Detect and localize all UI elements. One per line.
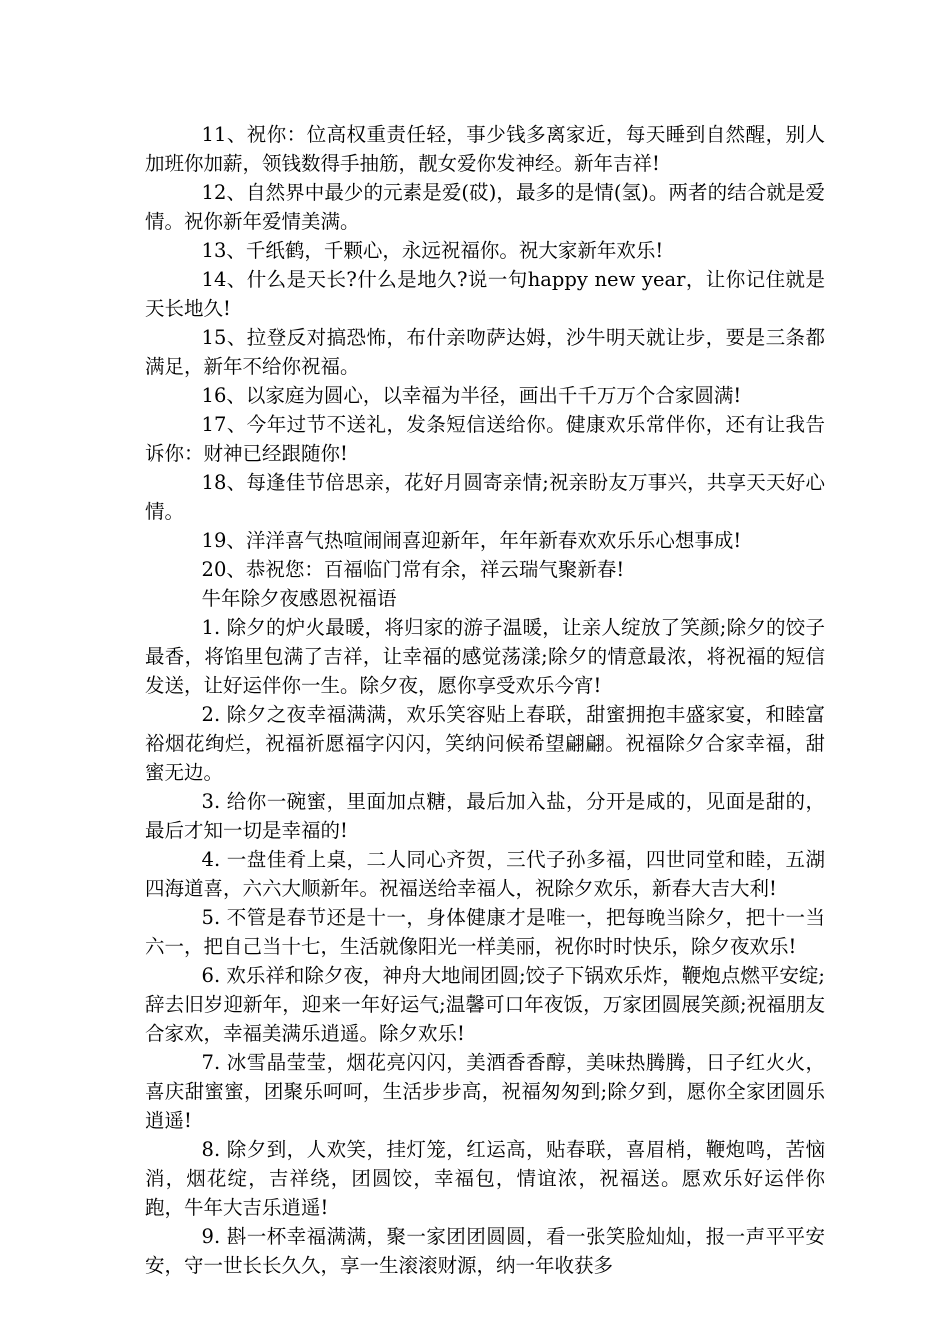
- paragraph: 13、千纸鹤，千颗心，永远祝福你。祝大家新年欢乐!: [201, 239, 664, 262]
- paragraph: 17、今年过节不送礼，发条短信送给你。健康欢乐常伴你，还有让我告诉你：财神已经跟随你!: [145, 413, 825, 465]
- paragraph: 3. 给你一碗蜜，里面加点糖，最后加入盐，分开是咸的，见面是甜的，最后才知一切是幸福的!: [145, 790, 825, 842]
- paragraph: 9. 斟一杯幸福满满，聚一家团团圆圆，看一张笑脸灿灿，报一声平平安安，守一世长长久久，享一生滚滚财源，纳一年收获多: [145, 1225, 825, 1277]
- paragraph: 8. 除夕到，人欢笑，挂灯笼，红运高，贴春联，喜眉梢，鞭炮鸣，苦恼消，烟花绽，吉祥绕，团圆饺，幸福包，情谊浓，祝福送。愿欢乐好运伴你跑，牛年大吉乐逍遥!: [145, 1138, 825, 1219]
- paragraph: 4. 一盘佳肴上桌，二人同心齐贺，三代子孙多福，四世同堂和睦，五湖四海道喜，六六大顺新年。祝福送给幸福人，祝除夕欢乐，新春大吉大利!: [145, 848, 825, 900]
- paragraph: 2. 除夕之夜幸福满满，欢乐笑容贴上春联，甜蜜拥抱丰盛家宴，和睦富裕烟花绚烂，祝福祈愿福字闪闪，笑纳问候希望翩翩。祝福除夕合家幸福，甜蜜无边。: [145, 703, 825, 784]
- paragraph: 6. 欢乐祥和除夕夜，神舟大地闹团圆;饺子下锅欢乐炸，鞭炮点燃平安绽;辞去旧岁迎新年，迎来一年好运气;温馨可口年夜饭，万家团圆展笑颜;祝福朋友合家欢，幸福美满乐逍遥。除夕欢乐!: [145, 964, 825, 1045]
- paragraph: 5. 不管是春节还是十一，身体健康才是唯一，把每晚当除夕，把十一当六一，把自己当十七，生活就像阳光一样美丽，祝你时时快乐，除夕夜欢乐!: [145, 906, 825, 958]
- paragraph: 18、每逢佳节倍思亲，花好月圆寄亲情;祝亲盼友万事兴，共享天天好心情。: [145, 471, 825, 523]
- paragraph: 12、自然界中最少的元素是爱(砹)，最多的是情(氢)。两者的结合就是爱情。祝你新年爱情美满。: [145, 181, 825, 233]
- paragraph: 14、什么是天长?什么是地久?说一句happy new year，让你记住就是天长地久!: [145, 268, 825, 320]
- paragraph: 1. 除夕的炉火最暖，将归家的游子温暖，让亲人绽放了笑颜;除夕的饺子最香，将馅里包满了吉祥，让幸福的感觉荡漾;除夕的情意最浓，将祝福的短信发送，让好运伴你一生。除夕夜，愿你享受欢乐今宵!: [145, 616, 825, 697]
- document-body: [145, 120, 825, 1280]
- paragraph: 20、恭祝您：百福临门常有余，祥云瑞气聚新春!: [201, 558, 625, 581]
- paragraph: 11、祝你：位高权重责任轻，事少钱多离家近，每天睡到自然醒，别人加班你加薪，领钱数得手抽筋，靓女爱你发神经。新年吉祥!: [145, 123, 825, 175]
- section-title: 牛年除夕夜感恩祝福语: [201, 587, 397, 610]
- paragraph: 19、洋洋喜气热喧闹闹喜迎新年，年年新春欢欢乐乐心想事成!: [201, 529, 742, 552]
- paragraph: 16、以家庭为圆心，以幸福为半径，画出千千万万个合家圆满!: [201, 384, 742, 407]
- paragraph: 15、拉登反对搞恐怖，布什亲吻萨达姆，沙牛明天就让步，要是三条都满足，新年不给你祝福。: [145, 326, 825, 378]
- paragraph: 7. 冰雪晶莹莹，烟花亮闪闪，美酒香香醇，美味热腾腾，日子红火火，喜庆甜蜜蜜，团聚乐呵呵，生活步步高，祝福匆匆到;除夕到，愿你全家团圆乐逍遥!: [145, 1051, 825, 1132]
